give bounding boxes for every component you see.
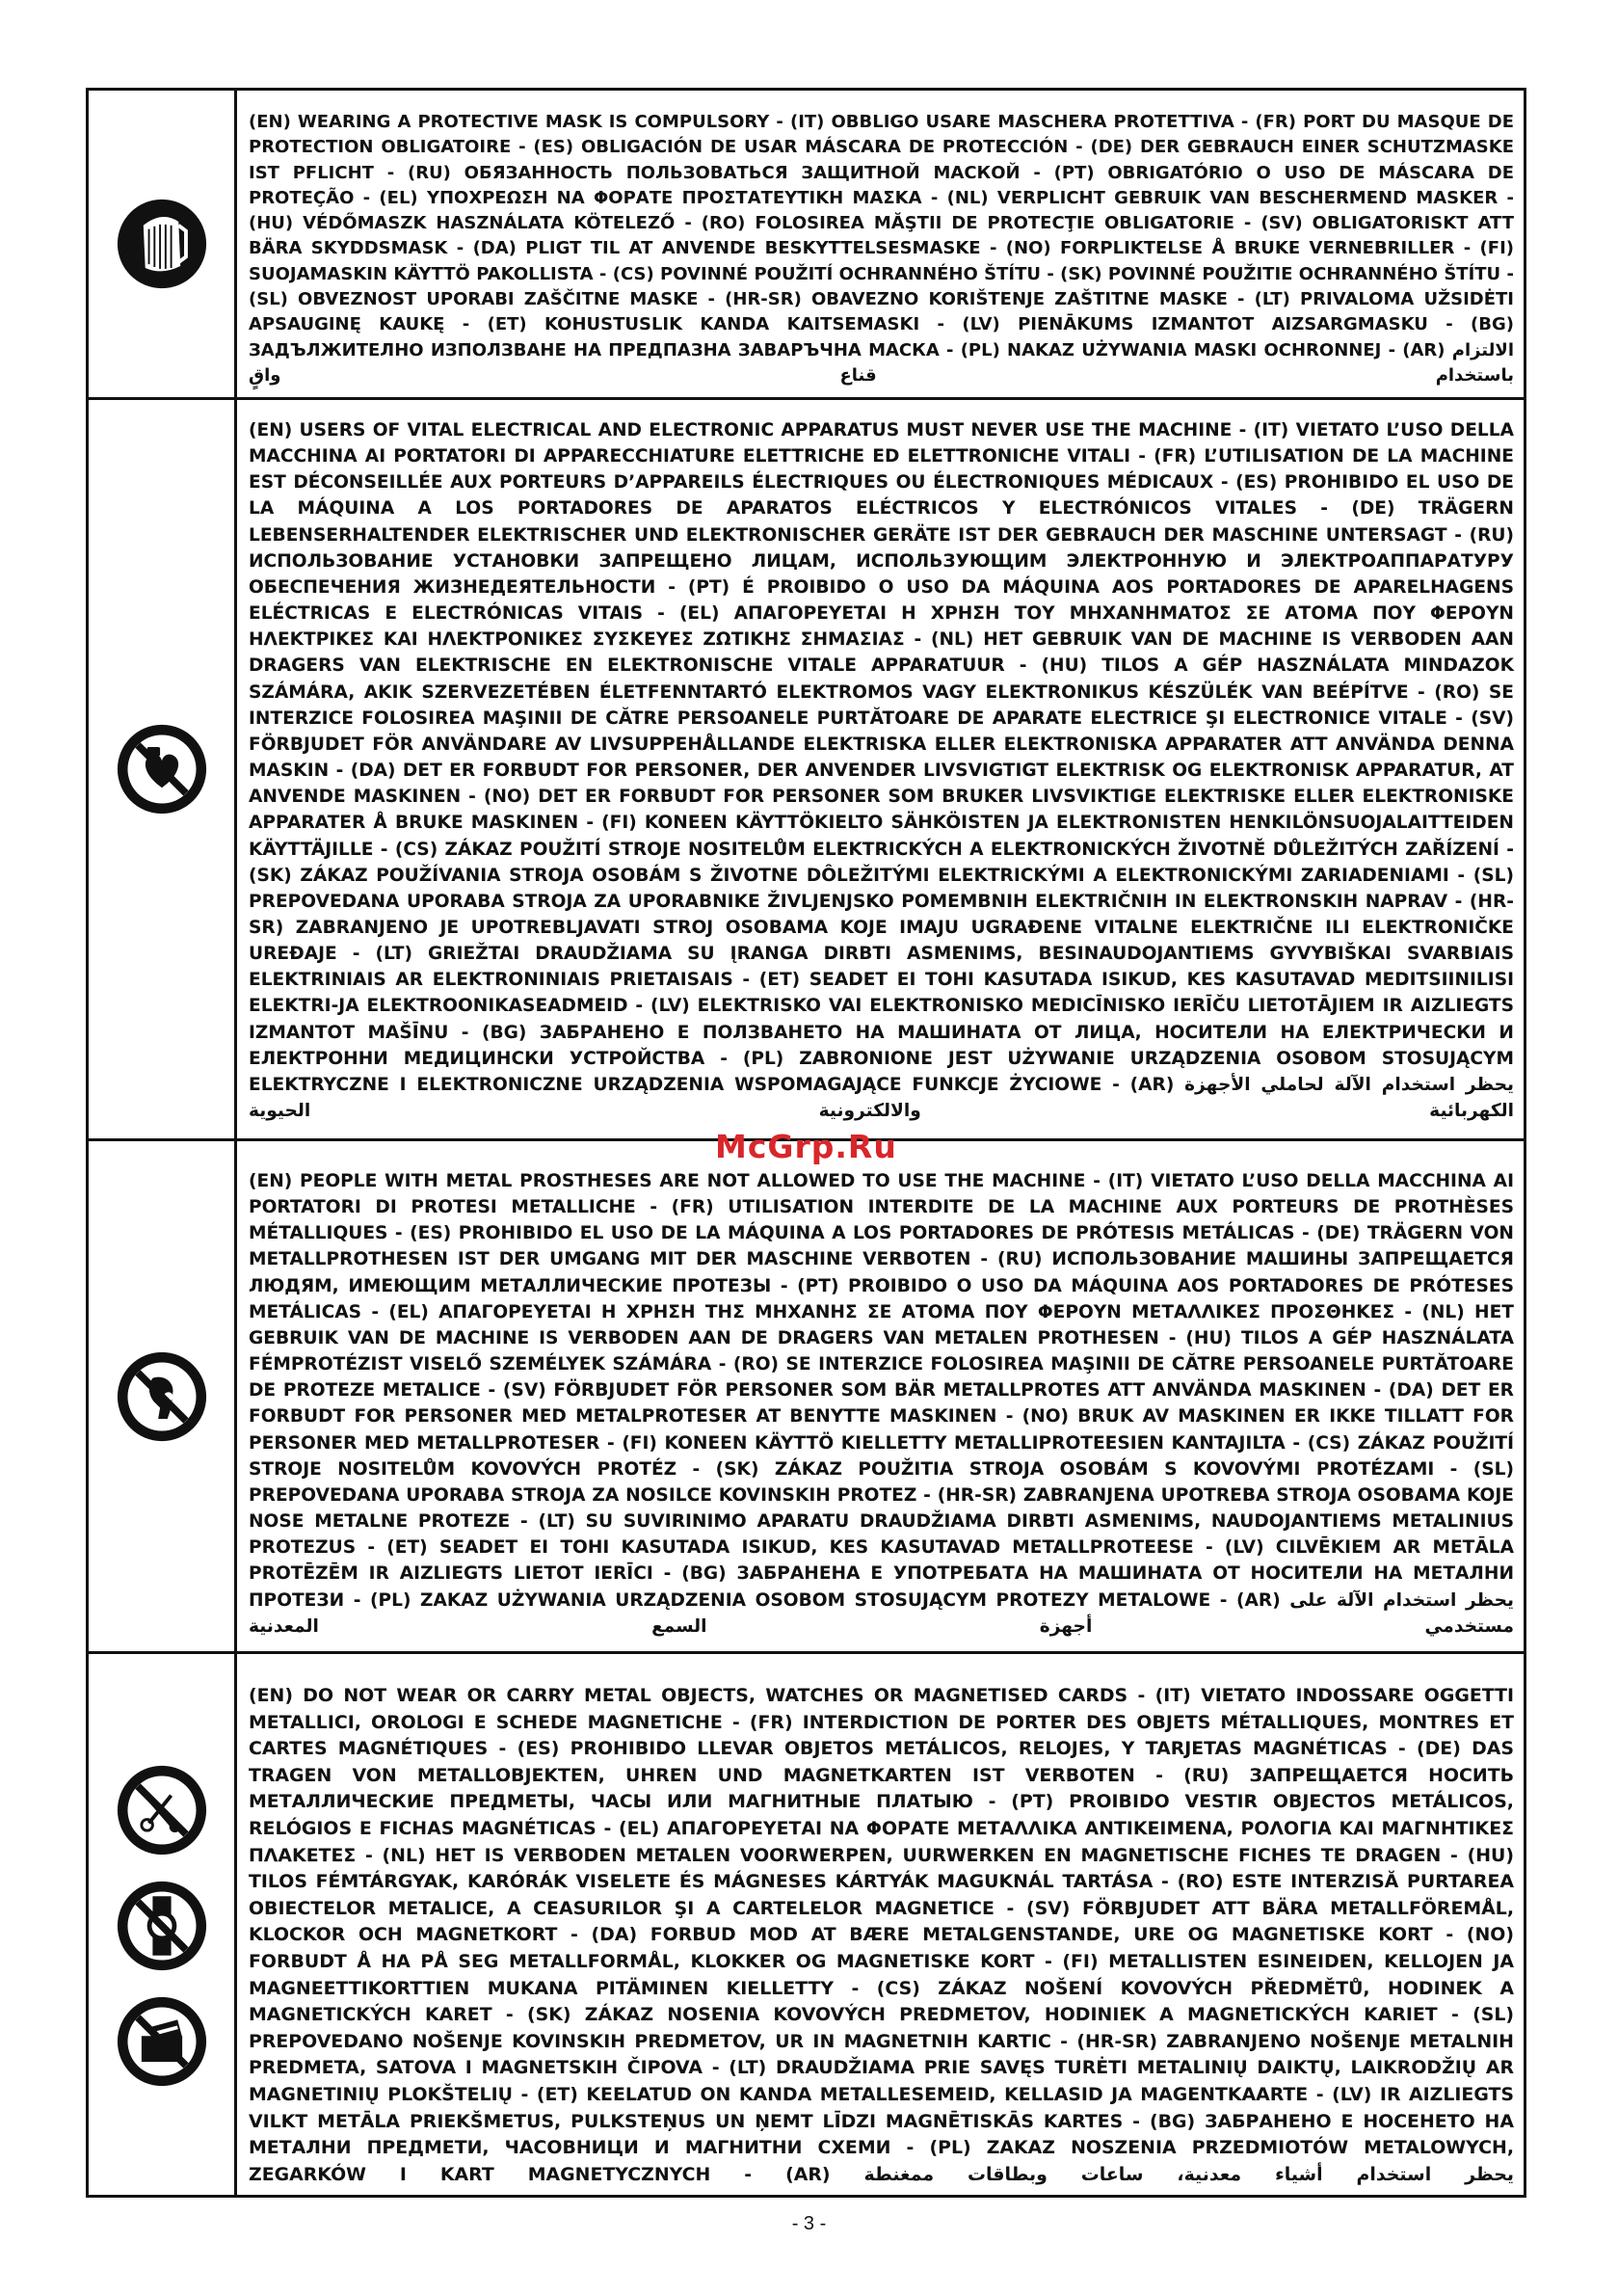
protective-mask-icon xyxy=(116,198,208,290)
page-number: - 3 - xyxy=(791,2213,827,2234)
icon-cell xyxy=(89,400,237,1138)
warning-text-cell xyxy=(249,110,1514,389)
no-magnetic-cards-icon xyxy=(116,1995,208,2088)
icon-cell xyxy=(89,1654,237,2198)
no-metal-objects-icon xyxy=(116,1764,208,1856)
warning-row-metal-objects xyxy=(89,1654,1524,2198)
no-watches-icon xyxy=(116,1880,208,1972)
warning-text-cell xyxy=(249,1168,1514,1643)
no-metal-prosthesis-icon xyxy=(116,1350,208,1443)
icon-cell xyxy=(89,91,237,397)
warning-text: (EN) PEOPLE WITH METAL PROSTHESES ARE NOT ALLOWED TO USE THE MACHINE - (IT) VIETATO L’USO DELLA MACCHINA AI PORTATORI DI PROTESI METALLICHE - (FR) UTILISATION INTERDITE DE LA MACHINE AUX PORTEURS DE PROTHÈSES MÉTALLIQUES - (ES) PROHIBIDO EL USO DE LA MÁQUINA A LOS PORTADORES DE PRÓTESIS METÁLICAS - (DE) TRÄGERN VON METALLPROTHESEN IST DER UMGANG MIT DER MASCHINE VERBOTEN - (RU) ИСПОЛЬЗОВАНИЕ МАШИНЫ ЗАПРЕЩАЕТСЯ ЛЮДЯМ, ИМЕЮЩИМ МЕТАЛЛИЧЕСКИЕ ПРОТЕЗЫ - (PT) PROIBIDO O USO DA MÁQUINA AOS PORTADORES DE PRÓTESES METÁLICAS - (EL) ΑΠΑΓΟΡΕΥΕΤΑΙ Η ΧΡΗΣΗ ΤΗΣ ΜΗΧΑΝΗΣ ΣΕ ΑΤΟΜΑ ΠΟΥ ΦΕΡΟΥΝ ΜΕΤΑΛΛΙΚΕΣ ΠΡΟΣΘΗΚΕΣ - (NL) HET GEBRUIK VAN DE MACHINE IS VERBODEN AAN DE DRAGERS VAN METALEN PROTHESEN - (HU) TILOS A GÉP HASZNÁLATA FÉMPROTÉZIST VISELŐ SZEMÉLYEK SZÁMÁRA - (RO) SE INTERZICE FOLOSIREA MAŞINII DE CĂTRE PERSOANELE PURTĂTOARE DE PROTEZE METALICE - (SV) FÖRBJUDET FÖR PERSONER SOM BÄR METALLPROTES ATT ANVÄNDA MASKINEN - (DA) DET ER FORBUDT FOR PERSONER MED METALPROTESER AT BENYTTE MASKINEN - (NO) BRUK AV MASKINEN ER IKKE TILLATT FOR PERSONER MED METALLPROTESER - (FI) KONEEN KÄYTTÖ KIELLETTY METALLIPROTEESIEN KANTAJILTA - (CS) ZÁKAZ POUŽITÍ STROJE NOSITELŮM KOVOVÝCH PROTÉZ - (SK) ZÁKAZ POUŽITIA STROJA OSOBÁM S KOVOVÝMI PROTÉZAMI - (SL) PREPOVEDANA UPORABA STROJA ZA NOSILCE KOVINSKIH PROTEZ - (HR-SR) ZABRANJENA UPOTREBA STROJA OSOBAMA KOJE NOSE METALNE PROTEZE - (LT) SU SUVIRINIMO APARATU DRAUDŽIAMA DIRBTI ASMENIMS, NAUDOJANTIEMS METALINIUS PROTEZUS - (ET) SEADET EI TOHI KASUTADA ISIKUD, KES KASUTAVAD METALLPROTEESE - (LV) CILVĒKIEM AR METĀLA PROTĒZĒM IR AIZLIEGTS LIETOT IERĪCI - (BG) ЗАБРАНЕНА Е УПОТРЕБАТА НА МАШИНАТА ОТ НОСИТЕЛИ НА МЕТАЛНИ ПРОТЕЗИ - (PL) ZAKAZ UŻYWANIA URZĄDZENIA OSOBOM STOSUJĄCYM PROTEZY METALOWE - (AR) يحظر استخدام الآلة على مستخدمي أجهزة السمع المعدنية xyxy=(249,1171,1515,1637)
warning-row-pacemaker xyxy=(89,400,1524,1141)
icon-cell xyxy=(89,1141,237,1651)
warning-row-metal-prostheses xyxy=(89,1141,1524,1654)
watermark: McGrp.Ru xyxy=(715,1128,897,1165)
warning-text: (EN) DO NOT WEAR OR CARRY METAL OBJECTS, WATCHES OR MAGNETISED CARDS - (IT) VIETATO INDOSSARE OGGETTI METALLICI, OROLOGI E SCHEDE MAGNETICHE - (FR) INTERDICTION DE PORTER DES OBJETS MÉTALLIQUES, MONTRES ET CARTES MAGNÉTIQUES - (ES) PROHIBIDO LLEVAR OBJETOS METÁLICOS, RELOJES, Y TARJETAS MAGNÉTICAS - (DE) DAS TRAGEN VON METALLOBJEKTEN, UHREN UND MAGNETKARTEN IST VERBOTEN - (RU) ЗАПРЕЩАЕТСЯ НОСИТЬ МЕТАЛЛИЧЕСКИЕ ПРЕДМЕТЫ, ЧАСЫ ИЛИ МАГНИТНЫЕ ПЛАТЫЮ - (PT) PROIBIDO VESTIR OBJECTOS METÁLICOS, RELÓGIOS E FICHAS MAGNÉTICAS - (EL) ΑΠΑΓΟΡΕΥΕΤΑΙ ΝΑ ΦΟΡΑΤΕ ΜΕΤΑΛΛΙΚΑ ΑΝΤΙΚΕΙΜΕΝΑ, ΡΟΛΟΓΙΑ ΚΑΙ ΜΑΓΝΗΤΙΚΕΣ ΠΛΑΚΕΤΕΣ - (NL) HET IS VERBODEN METALEN VOORWERPEN, UURWERKEN EN MAGNETISCHE FICHES TE DRAGEN - (HU) TILOS FÉMTÁRGYAK, KARÓRÁK VISELETE ÉS MÁGNESES KÁRTYÁK MAGUKNÁL TARTÁSA - (RO) ESTE INTERZISĂ PURTAREA OBIECTELOR METALICE, A CEASURILOR ŞI A CARTELELOR MAGNETICE - (SV) FÖRBJUDET ATT BÄRA METALLFÖREMÅL, KLOCKOR OCH MAGNETKORT - (DA) FORBUD MOD AT BÆRE METALGENSTANDE, URE OG MAGNETISKE KORT - (NO) FORBUDT Å HA PÅ SEG METALLFORMÅL, KLOKKER OG MAGNETISKE KORT - (FI) METALLISTEN ESINEIDEN, KELLOJEN JA MAGNEETTIKORTTIEN MUKANA PITÄMINEN KIELLETTY - (CS) ZÁKAZ NOŠENÍ KOVOVÝCH PŘEDMĚTŮ, HODINEK A MAGNETICKÝCH KARET - (SK) ZÁKAZ NOSENIA KOVOVÝCH PREDMETOV, HODINIEK A MAGNETICKÝCH KARIET - (SL) PREPOVEDANO NOŠENJE KOVINSKIH PREDMETOV, UR IN MAGNETNIH KARTIC - (HR-SR) ZABRANJENO NOŠENJE METALNIH PREDMETA, SATOVA I MAGNETSKIH ČIPOVA - (LT) DRAUDŽIAMA PRIE SAVĘS TURĖTI METALINIŲ DAIKTŲ, LAIKRODŽIŲ AR MAGNETINIŲ PLOKŠTELIŲ - (ET) KEELATUD ON KANDA METALLESEMEID, KELLASID JA MAGENTKAARTE - (LV) IR AIZLIEGTS VILKT METĀLA PRIEKŠMETUS, PULKSTEŅUS UN ŅEMT LĪDZI MAGNĒTISKĀS KARTES - (BG) ЗАБРАНЕНО Е НОСЕНЕТО НА МЕТАЛНИ ПРЕДМЕТИ, ЧАСОВНИЦИ И МАГНИТНИ СХЕМИ - (PL) ZAKAZ NOSZENIA PRZEDMIOTÓW METALOWYCH, ZEGARKÓW I KART MAGNETYCZNYCH - (AR) يحظر استخدام أشياء معدنية، ساعات وبطاقات ممغنطة xyxy=(249,1685,1514,2185)
no-pacemaker-icon xyxy=(116,723,208,815)
warning-text-cell xyxy=(249,417,1514,1131)
warning-row-protective-mask xyxy=(89,91,1524,400)
warning-text-cell xyxy=(249,1683,1514,2190)
warning-text: (EN) WEARING A PROTECTIVE MASK IS COMPULSORY - (IT) OBBLIGO USARE MASCHERA PROTETTIVA - (FR) PORT DU MASQUE DE PROTECTION OBLIGATOIRE - (ES) OBLIGACIÓN DE USAR MÁSCARA DE PROTECCIÓN - (DE) DER GEBRAUCH EINER SCHUTZMASKE IST PFLICHT - (RU) ОБЯЗАННОСТЬ ПОЛЬЗОВАТЬСЯ ЗАЩИТНОЙ МАСКОЙ - (PT) OBRIGATÓRIO O USO DE MÁSCARA DE PROTEÇÃO - (EL) ΥΠΟΧΡΕΩΣΗ ΝΑ ΦΟΡΑΤΕ ΠΡΟΣΤΑΤΕΥΤΙΚΗ ΜΑΣΚΑ - (NL) VERPLICHT GEBRUIK VAN BESCHERMEND MASKER - (HU) VÉDŐMASZK HASZNÁLATA KÖTELEZŐ - (RO) FOLOSIREA MĂŞTII DE PROTECŢIE OBLIGATORIE - (SV) OBLIGATORISKT ATT BÄRA SKYDDSMASK - (DA) PLIGT TIL AT ANVENDE BESKYTTELSESMASKE - (NO) FORPLIKTELSE Å BRUKE VERNEBRILLER - (FI) SUOJAMASKIN KÄYTTÖ PAKOLLISTA - (CS) POVINNÉ POUŽITÍ OCHRANNÉHO ŠTÍTU - (SK) POVINNÉ POUŽITIE OCHRANNÉHO ŠTÍTU - (SL) OBVEZNOST UPORABI ZAŠČITNE MASKE - (HR-SR) OBAVEZNO KORIŠTENJE ZAŠTITNE MASKE - (LT) PRIVALOMA UŽSIDĖTI APSAUGINĘ KAUKĘ - (ET) KOHUSTUSLIK KANDA KAITSEMASKI - (LV) PIENĀKUMS IZMANTOT AIZSARGMASKU - (BG) ЗАДЪЛЖИТЕЛНО ИЗПОЛЗВАНЕ НА ПРЕДПАЗНА ЗАВАРЪЧНА МАСКА - (PL) NAKAZ UŻYWANIA MASKI OCHRONNEJ - (AR) الالتزام باستخدام قناع واقٍ xyxy=(249,112,1514,386)
warning-text: (EN) USERS OF VITAL ELECTRICAL AND ELECTRONIC APPARATUS MUST NEVER USE THE MACHINE - (IT) VIETATO L’USO DELLA MACCHINA AI PORTATORI DI APPARECCHIATURE ELETTRICHE ED ELETTRONICHE VITALI - (FR) L’UTILISATION DE LA MACHINE EST DÉCONSEILLÉE AUX PORTEURS D’APPAREILS ÉLECTRIQUES OU ÉLECTRONIQUES MÉDICAUX - (ES) PROHIBIDO EL USO DE LA MÁQUINA A LOS PORTADORES DE APARATOS ELÉCTRICOS Y ELECTRÓNICOS VITALES - (DE) TRÄGERN LEBENSERHALTENDER ELEKTRISCHER UND ELEKTRONISCHER GERÄTE IST DER GEBRAUCH DER MASCHINE UNTERSAGT - (RU) ИСПОЛЬЗОВАНИЕ УСТАНОВКИ ЗАПРЕЩЕНО ЛИЦАМ, ИСПОЛЬЗУЮЩИМ ЭЛЕКТРОННУЮ И ЭЛЕКТРОАППАРАТУРУ ОБЕСПЕЧЕНИЯ ЖИЗНЕДЕЯТЕЛЬНОСТИ - (PT) É PROIBIDO O USO DA MÁQUINA AOS PORTADORES DE APARELHAGENS ELÉCTRICAS E ELECTRÓNICAS VITAIS - (EL) ΑΠΑΓΟΡΕΥΕΤΑΙ Η ΧΡΗΣΗ ΤΟΥ ΜΗΧΑΝΗΜΑΤΟΣ ΣΕ ΑΤΟΜΑ ΠΟΥ ΦΕΡΟΥΝ ΗΛΕΚΤΡΙΚΕΣ ΚΑΙ ΗΛΕΚΤΡΟΝΙΚΕΣ ΣΥΣΚΕΥΕΣ ΖΩΤΙΚΗΣ ΣΗΜΑΣΙΑΣ - (NL) HET GEBRUIK VAN DE MACHINE IS VERBODEN AAN DRAGERS VAN ELEKTRISCHE EN ELEKTRONISCHE VITALE APPARATUUR - (HU) TILOS A GÉP HASZNÁLATA MINDAZOK SZÁMÁRA, AKIK SZERVEZETÉBEN ÉLETFENNTARTÓ ELEKTROMOS VAGY ELEKTRONIKUS KÉSZÜLÉK VAN BEÉPÍTVE - (RO) SE INTERZICE FOLOSIREA MAŞINII DE CĂTRE PERSOANELE PURTĂTOARE DE APARATE ELECTRICE ŞI ELECTRONICE VITALE - (SV) FÖRBJUDET FÖR ANVÄNDARE AV LIVSUPPEHÅLLANDE ELEKTRISKA ELLER ELEKTRONISKA APPARATER ATT ANVÄNDA DENNA MASKIN - (DA) DET ER FORBUDT FOR PERSONER, DER ANVENDER LIVSVIGTIGT ELEKTRISK OG ELEKTRONISK APPARATUR, AT ANVENDE MASKINEN - (NO) DET ER FORBUDT FOR PERSONER SOM BRUKER LIVSVIKTIGE ELEKTRISKE ELLER ELEKTRONISKE APPARATER Å BRUKE MASKINEN - (FI) KONEEN KÄYTTÖKIELTO SÄHKÖISTEN JA ELEKTRONISTEN HENKILÖNSUOJALAITTEIDEN KÄYTTÄJILLE - (CS) ZÁKAZ POUŽITÍ STROJE NOSITELŮM ELEKTRICKÝCH A ELEKTRONICKÝCH ŽIVOTNĚ DŮLEŽITÝCH ZAŘÍZENÍ - (SK) ZÁKAZ POUŽÍVANIA STROJA OSOBÁM S ŽIVOTNE DÔLEŽITÝMI ELEKTRICKÝMI A ELEKTRONICKÝMI ZARIADENIAMI - (SL) PREPOVEDANA UPORABA STROJA ZA UPORABNIKE ŽIVLJENJSKO POMEMBNIH ELEKTRIČNIH IN ELEKTRONSKIH NAPRAV - (HR-SR) ZABRANJENO JE UPOTREBLJAVATI STROJ OSOBAMA KOJE IMAJU UGRAĐENE VITALNE ELEKTRIČNE ILI ELEKTRONIČKE UREĐAJE - (LT) GRIEŽTAI DRAUDŽIAMA SU ĮRANGA DIRBTI ASMENIMS, BESINAUDOJANTIEMS GYVYBIŠKAI SVARBIAIS ELEKTRINIAIS AR ELEKTRONINIAIS PRIETAISAIS - (ET) SEADET EI TOHI KASUTADA ISIKUD, KES KASUTAVAD MEDITSIINILISI ELEKTRI-JA ELEKTROONIKASEADMEID - (LV) ELEKTRISKO VAI ELEKTRONISKO MEDICĪNISKO IERĪČU LIETOTĀJIEM IR AIZLIEGTS IZMANTOT MAŠĪNU - (BG) ЗАБРАНЕНО Е ПОЛЗВАНЕТО НА МАШИНАТА ОТ ЛИЦА, НОСИТЕЛИ НА ЕЛЕКТРИЧЕСКИ И ЕЛЕКТРОННИ МЕДИЦИНСКИ УСТРОЙСТВА - (PL) ZABRONIONE JEST UŻYWANIE URZĄDZENIA OSOBOM STOSUJĄCYM ELEKTRYCZNE I ELEKTRONICZNE URZĄDZENIA WSPOMAGAJĄCE FUNKCJE ŻYCIOWE - (AR) يحظر استخدام الآلة لحاملي الأجهزة الكهربائية والالكترونية الحيوية xyxy=(249,420,1514,1122)
